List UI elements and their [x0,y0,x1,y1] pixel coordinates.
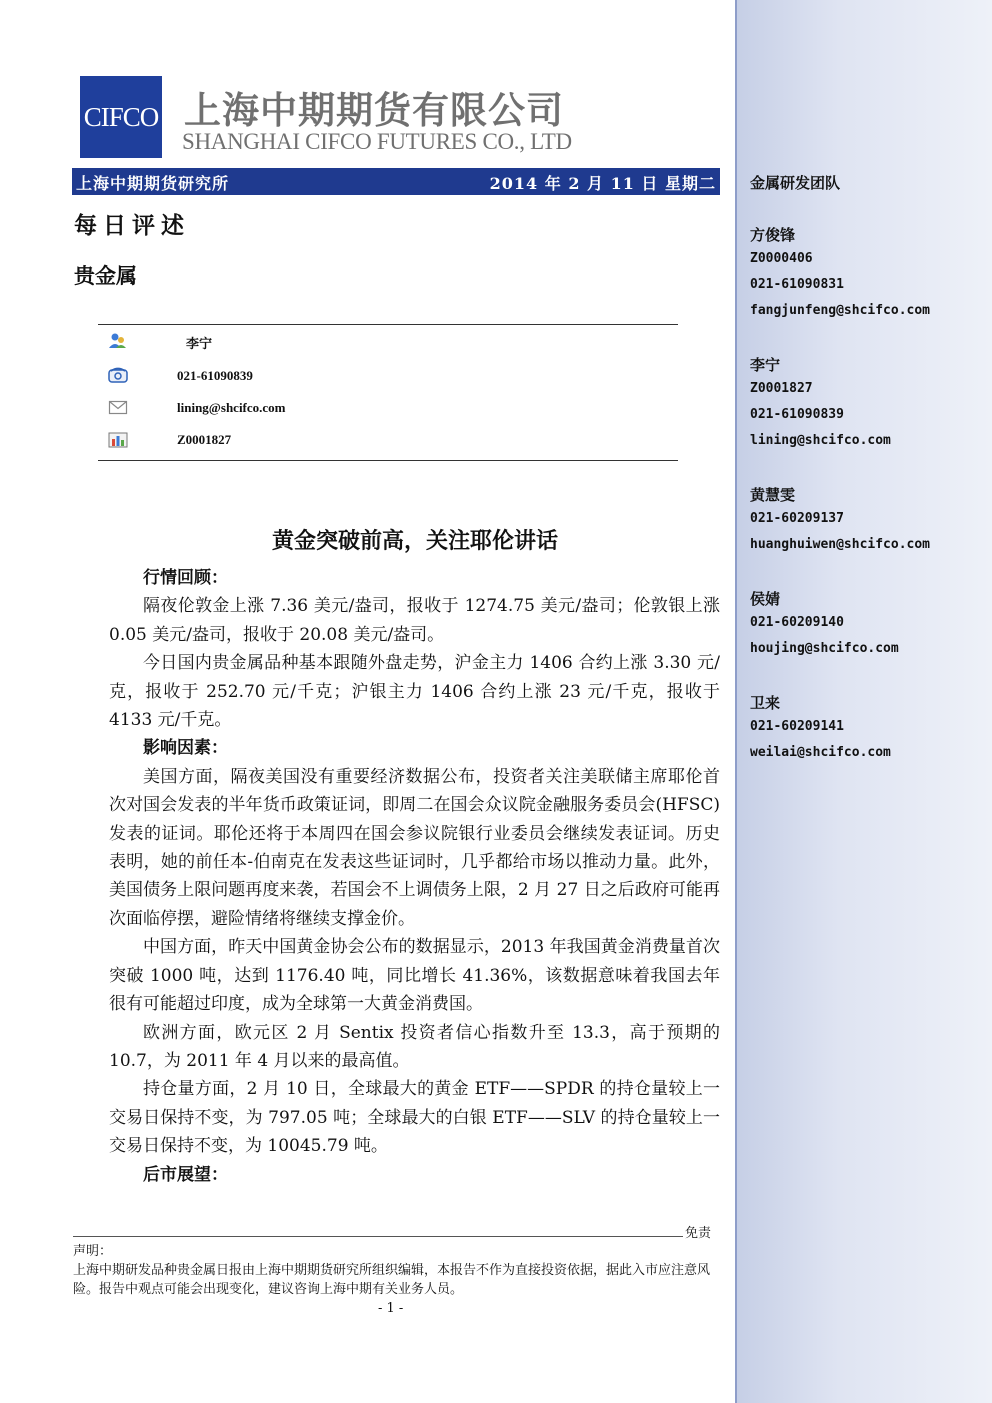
member-email[interactable]: weilai@shcifco.com [750,745,891,760]
paragraph: 欧洲方面，欧元区 2 月 Sentix 投资者信心指数升至 13.3，高于预期的 10.7，为 2011 年 4 月以来的最高值。 [109,1022,720,1071]
member-name: 黄慧雯 [750,486,796,504]
header-band [72,168,720,195]
member-phone: 021-61090831 [750,277,844,292]
author-name: 李宁 [186,336,213,351]
sidebar-team-panel [735,0,992,1403]
chart-icon [108,431,128,448]
disclaimer-text: 上海中期研发品种贵金属日报由上海中期期货研究所组织编辑，本报告不作为直接投资依据，据此入市应注意风险。报告中观点可能会出现变化，建议咨询上海中期有关业务人员。 [73,1263,711,1297]
author-block [98,324,678,461]
member-name: 方俊锋 [750,226,796,244]
subheading-market-review: 行情回顾： [143,568,228,588]
member-email[interactable]: fangjunfeng@shcifco.com [750,303,931,318]
member-id: Z0000406 [750,251,813,266]
disclaimer [73,1242,723,1299]
disclaimer-label: 声明： [73,1244,113,1259]
paragraph: 持仓量方面，2 月 10 日，全球最大的黄金 ETF——SPDR 的持仓量较上一交易日保持不变，为 797.05 吨；全球最大的白银 ETF——SLV 的持仓量较上一交易日保持不变，为 10045.79 吨。 [109,1079,720,1157]
report-date: 2014 年 2 月 11 日 星期二 [489,174,716,193]
subheading-outlook: 后市展望： [143,1164,228,1185]
company-logo: CIFCO [80,76,162,158]
paragraph: 隔夜伦敦金上涨 7.36 美元/盎司，报收于 1274.75 美元/盎司；伦敦银上涨 0.05 美元/盎司，报收于 20.08 美元/盎司。 [109,596,720,645]
author-name-row [108,331,668,353]
disclaimer-tag: 免责 [685,1226,712,1241]
paragraph: 中国方面，昨天中国黄金协会公布的数据显示，2013 年我国黄金消费量首次突破 1000 吨，达到 1176.40 吨，同比增长 41.36%，该数据意味着我国去年很有可能超过印度，成为全球第一大黄金消费国。 [109,937,720,1015]
member-email[interactable]: lining@shcifco.com [750,433,891,448]
member-phone: 021-61090839 [750,407,844,422]
member-phone: 021-60209137 [750,511,844,526]
section-heading: 每日评述 [74,212,190,239]
member-email[interactable]: huanghuiwen@shcifco.com [750,537,931,552]
paragraph: 今日国内贵金属品种基本跟随外盘走势，沪金主力 1406 合约上涨 3.30 元/克，报收于 252.70 元/千克；沪银主力 1406 合约上涨 23 元/千克，报收于 4133 元/千克。 [109,653,720,731]
footer-divider [73,1236,683,1237]
author-cert-row [108,430,668,452]
page-number: - 1 - [378,1301,404,1316]
author-email-row [108,398,668,420]
paragraph: 美国方面，隔夜美国没有重要经济数据公布，投资者关注美联储主席耶伦首次对国会发表的半年货币政策证词，即周二在国会众议院金融服务委员会(HFSC)发表的证词。耶伦还将于本周四在国会参议院银行业委员会继续发表证词。历史表明，她的前任本-伯南克在发表这些证词时，几乎都给市场以推动力量。此外，美国债务上限问题再度来袭，若国会不上调债务上限，2 月 27 日之后政府可能再次面临停摆，避险情绪将继续支撑金价。 [109,766,720,929]
institute-name: 上海中期期货研究所 [76,174,230,193]
author-phone-row [108,366,668,388]
member-email[interactable]: houjing@shcifco.com [750,641,899,656]
report-body [109,564,720,1189]
sector-heading: 贵金属 [74,263,137,288]
member-id: Z0001827 [750,381,813,396]
subheading-factors: 影响因素： [143,738,228,759]
author-email[interactable]: lining@shcifco.com [177,400,286,415]
member-phone: 021-60209141 [750,719,844,734]
team-title: 金属研发团队 [750,174,841,192]
member-name: 李宁 [750,356,781,374]
member-name: 侯婧 [750,590,781,608]
author-cert-number: Z0001827 [177,432,232,447]
member-phone: 021-60209140 [750,615,844,630]
company-name-cn: 上海中期期货有限公司 [184,89,564,132]
person-icon [108,332,128,349]
mail-icon [108,399,128,416]
report-title: 黄金突破前高，关注耶伦讲话 [271,529,558,554]
member-name: 卫来 [750,694,781,712]
author-phone: 021-61090839 [177,368,253,383]
company-name-en: SHANGHAI CIFCO FUTURES CO., LTD [182,129,572,154]
phone-icon [108,367,128,384]
